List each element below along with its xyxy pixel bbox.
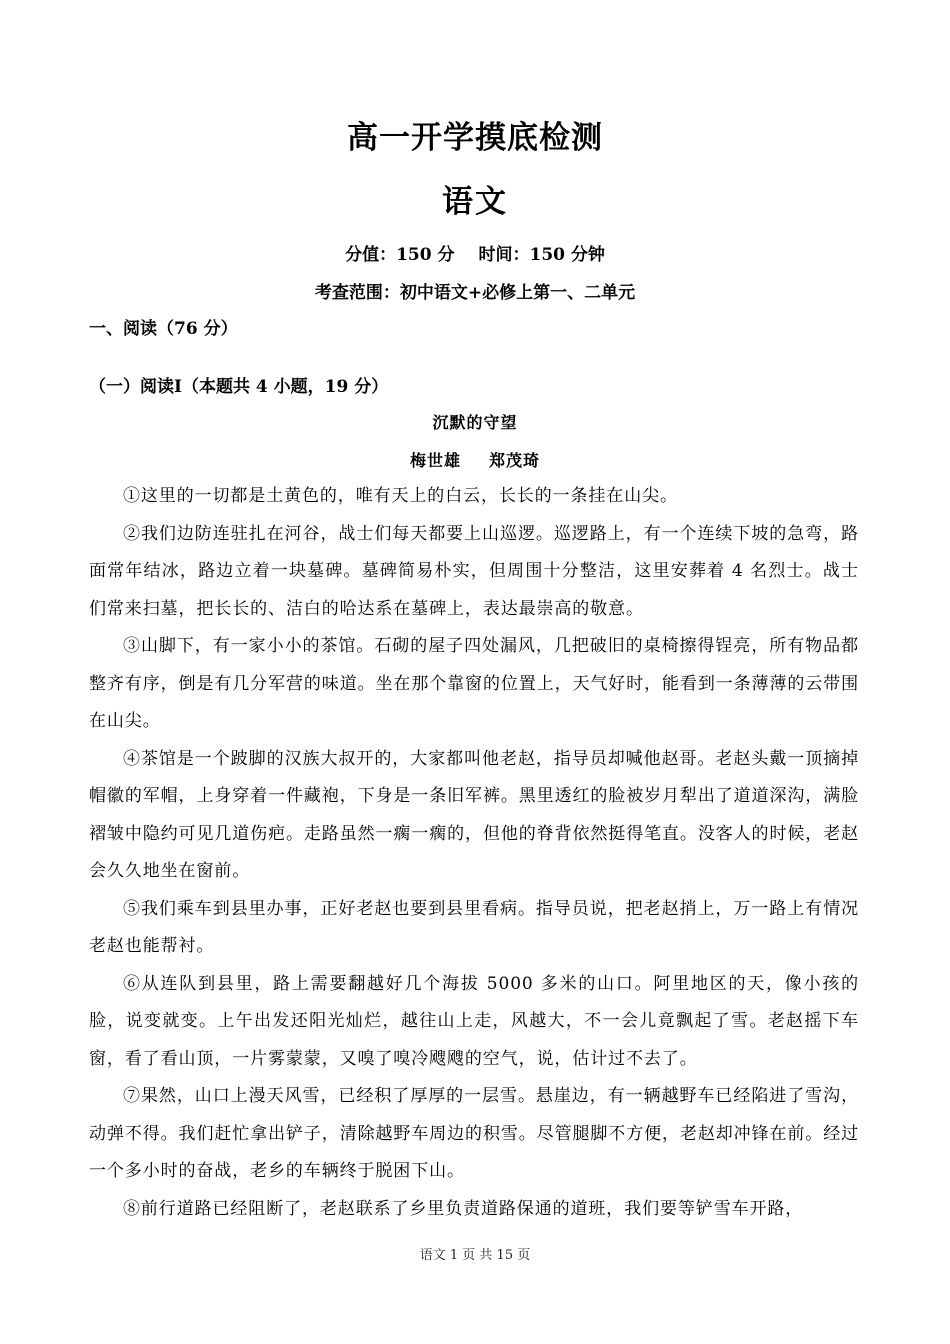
paragraph: ⑦果然，山口上漫天风雪，已经积了厚厚的一层雪。悬崖边，有一辆越野车已经陷进了雪沟，动弹不得。我们赶忙拿出铲子，清除越野车周边的积雪。尽管腿脚不方便，老赵却冲锋在前。经过一个多小时的奋战，老乡的车辆终于脱困下山。 xyxy=(89,1086,859,1181)
subsection-heading: （一）阅读I（本题共 4 小题，19 分） xyxy=(89,377,389,397)
author-name: 梅世雄 xyxy=(409,451,461,470)
page-footer: 语文 1 页 共 15 页 xyxy=(419,1248,531,1263)
paragraph: ②我们边防连驻扎在河谷，战士们每天都要上山巡逻。巡逻路上，有一个连续下坡的急弯，路面常年结冰，路边立着一块墓碑。墓碑简易朴实，但周围十分整洁，这里安葬着 4 名烈士。战士们常来扫墓，把长长的、洁白的哈达系在墓碑上，表达最崇高的敬意。 xyxy=(89,523,859,619)
paragraph: ⑧前行道路已经阻断了，老赵联系了乡里负责道路保通的道班，我们要等铲雪车开路， xyxy=(123,1198,804,1219)
exam-title: 高一开学摸底检测 xyxy=(347,120,603,156)
article-body xyxy=(89,478,859,1228)
subject-title: 语文 xyxy=(442,184,508,220)
exam-scope: 考查范围：初中语文+必修上第一、二单元 xyxy=(314,283,636,303)
author-name: 郑茂琦 xyxy=(489,451,541,470)
paragraph: ⑤我们乘车到县里办事，正好老赵也要到县里看病。指导员说，把老赵捎上，万一路上有情况老赵也能帮衬。 xyxy=(89,898,859,956)
paragraph: ⑥从连队到县里，路上需要翻越好几个海拔 5000 多米的山口。阿里地区的天，像小孩的脸，说变就变。上午出发还阳光灿烂，越往山上走，风越大，不一会儿竟飘起了雪。老赵摇下车窗，看了看山顶，一片雾蒙蒙，又嗅了嗅冷飕飕的空气，说，估计过不去了。 xyxy=(89,973,859,1069)
time-label: 时间：150 分钟 xyxy=(478,245,605,265)
paragraph: ①这里的一切都是土黄色的，唯有天上的白云，长长的一条挂在山尖。 xyxy=(123,486,678,506)
score-label: 分值：150 分 xyxy=(345,245,455,265)
paragraph: ④茶馆是一个跛脚的汉族大叔开的，大家都叫他老赵，指导员却喊他赵哥。老赵头戴一顶摘掉帽徽的军帽，上身穿着一件藏袍，下身是一条旧军裤。黑里透红的脸被岁月犁出了道道深沟，满脸褶皱中隐约可见几道伤疤。走路虽然一瘸一瘸的，但他的脊背依然挺得笔直。没客人的时候，老赵会久久地坐在窗前。 xyxy=(89,748,859,881)
paragraph: ③山脚下，有一家小小的茶馆。石砌的屋子四处漏风，几把破旧的桌椅擦得锃亮，所有物品都整齐有序，倒是有几分军营的味道。坐在那个靠窗的位置上，天气好时，能看到一条薄薄的云带围在山尖。 xyxy=(89,636,859,731)
article-authors xyxy=(0,448,950,471)
section-heading: 一、阅读（76 分） xyxy=(89,319,238,339)
article-title: 沉默的守望 xyxy=(432,413,518,432)
exam-meta xyxy=(0,240,950,265)
